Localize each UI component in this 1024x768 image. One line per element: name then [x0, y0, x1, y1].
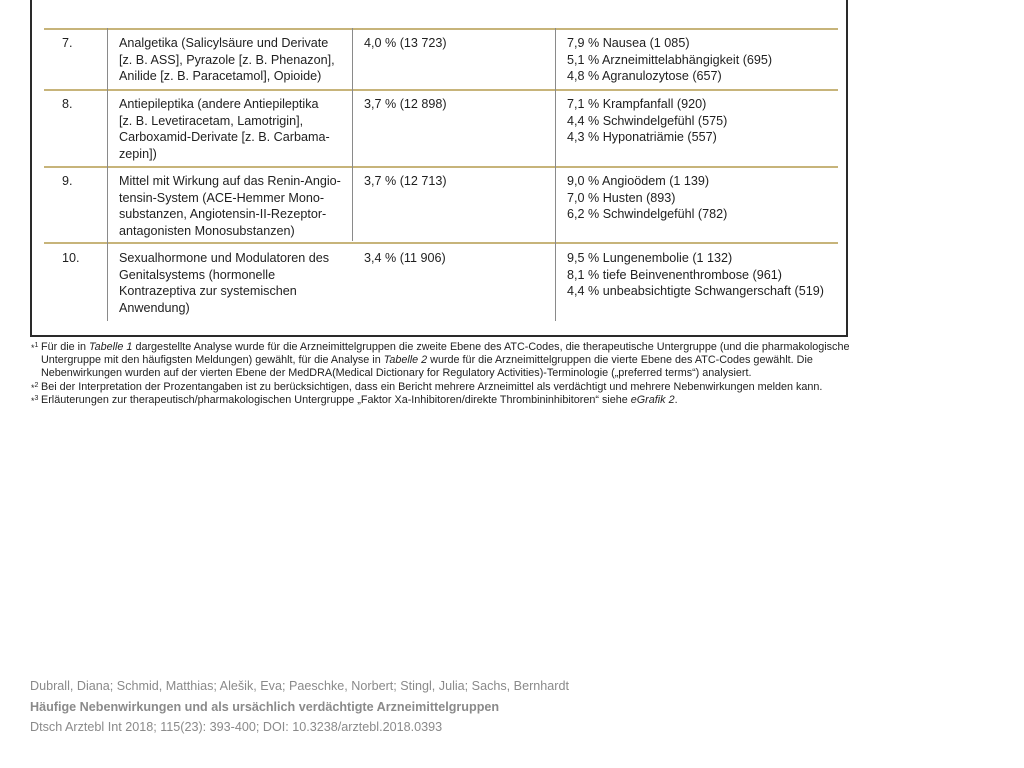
- row-number: 9.: [62, 174, 73, 188]
- table-reference: Tabelle 2: [383, 354, 428, 367]
- drug-group: Antiepileptika (andere Antiepileptika [z. B. Levetiracetam, Lamotrigin], Carboxamid-Derivate [z. B. Carbama- zepin]): [119, 97, 330, 161]
- footnote-3: *$^3$ Erläuterungen zur therapeutisch/pharmakologischen Untergruppe „Faktor Xa-Inhibitoren/direkte Thrombininhibitoren“ siehe eGrafik 2.: [32, 394, 850, 407]
- table-reference: Tabelle 1: [89, 341, 133, 353]
- row-divider: [44, 28, 838, 30]
- citation-source: Dtsch Arztebl Int 2018; 115(23): 393-400; DOI: 10.3238/arztebl.2018.0393: [30, 720, 443, 734]
- report-share: 4,0 % (13 723): [364, 36, 447, 50]
- adverse-effects: 9,5 % Lungenembolie (1 132) 8,1 % tiefe Beinvenenthrombose (961) 4,4 % unbeabsichtigte Schwangerschaft (519): [567, 251, 824, 299]
- drug-group: Mittel mit Wirkung auf das Renin-Angio- tensin-System (ACE-Hemmer Mono- substanzen, Angiotensin-II-Rezeptor- antagonisten Monosubstanzen): [119, 174, 341, 238]
- footnote-2: *$^2$ Bei der Interpretation der Prozentangaben ist zu berücksichtigen, dass ein Bericht mehrere Arzneimittel als verdächtigt und mehrere Nebenwirkungen melden kann.: [32, 381, 850, 394]
- citation-authors: Dubrall, Diana; Schmid, Matthias; Alešik, Eva; Paeschke, Norbert; Stingl, Julia; Sachs, Bernhardt: [30, 679, 569, 693]
- footnote-marker: *$^2$: [31, 381, 39, 393]
- report-share: 3,7 % (12 713): [364, 174, 447, 188]
- row-divider: [44, 166, 838, 168]
- figure-reference: eGrafik 2: [630, 393, 675, 406]
- adverse-effects: 7,1 % Krampfanfall (920) 4,4 % Schwindelgefühl (575) 4,3 % Hyponatriämie (557): [567, 97, 728, 145]
- citation-title: Häufige Nebenwirkungen und als ursächlich verdächtigte Arzneimittelgruppen: [30, 699, 500, 714]
- row-number: 10.: [62, 251, 80, 265]
- row-number: 7.: [62, 36, 73, 50]
- report-share: 3,7 % (12 898): [364, 97, 447, 111]
- row-number: 8.: [62, 97, 73, 111]
- drug-group: Analgetika (Salicylsäure und Derivate [z. B. ASS], Pyrazole [z. B. Phenazon], Anilide [z. B. Paracetamol], Opioide): [119, 36, 335, 84]
- column-divider: [555, 28, 556, 321]
- footnote-1: *$^1$ Für die in Tabelle 1 dargestellte Analyse wurde für die Arzneimittelgruppen die zweite Ebene des ATC-Codes, die therapeutische Untergruppe (und die pharmakologische Untergruppe mit den häufigsten Meldungen) gewählt, für die Analyse in Tabelle 2 wurde für die Arzneimittelgruppen die vierte Ebene des ATC-Codes gewählt. Die Nebenwirkungen wurden auf der vierten Ebene der MedDRA(Medical Dictionary for Regulatory Activities)-Terminologie („preferred terms“) analysiert.: [31, 341, 850, 380]
- footnote-marker: *$^1$: [31, 342, 39, 353]
- adverse-effects: 7,9 % Nausea (1 085) 5,1 % Arzneimittelabhängigkeit (695) 4,8 % Agranulozytose (657): [567, 36, 773, 84]
- drug-group: Sexualhormone und Modulatoren des Genitalsystems (hormonelle Kontrazeptiva zur systemischen Anwendung): [119, 251, 330, 315]
- report-share: 3,4 % (11 906): [364, 251, 446, 265]
- row-divider: [44, 242, 838, 244]
- column-divider: [107, 28, 108, 321]
- footnote-marker: *$^3$: [31, 394, 39, 406]
- citation: [30, 676, 930, 738]
- row-divider: [44, 89, 838, 91]
- footnotes: [32, 341, 850, 407]
- table-frame: [30, 0, 848, 337]
- adverse-effects: 9,0 % Angioödem (1 139) 7,0 % Husten (893) 6,2 % Schwindelgefühl (782): [567, 174, 728, 222]
